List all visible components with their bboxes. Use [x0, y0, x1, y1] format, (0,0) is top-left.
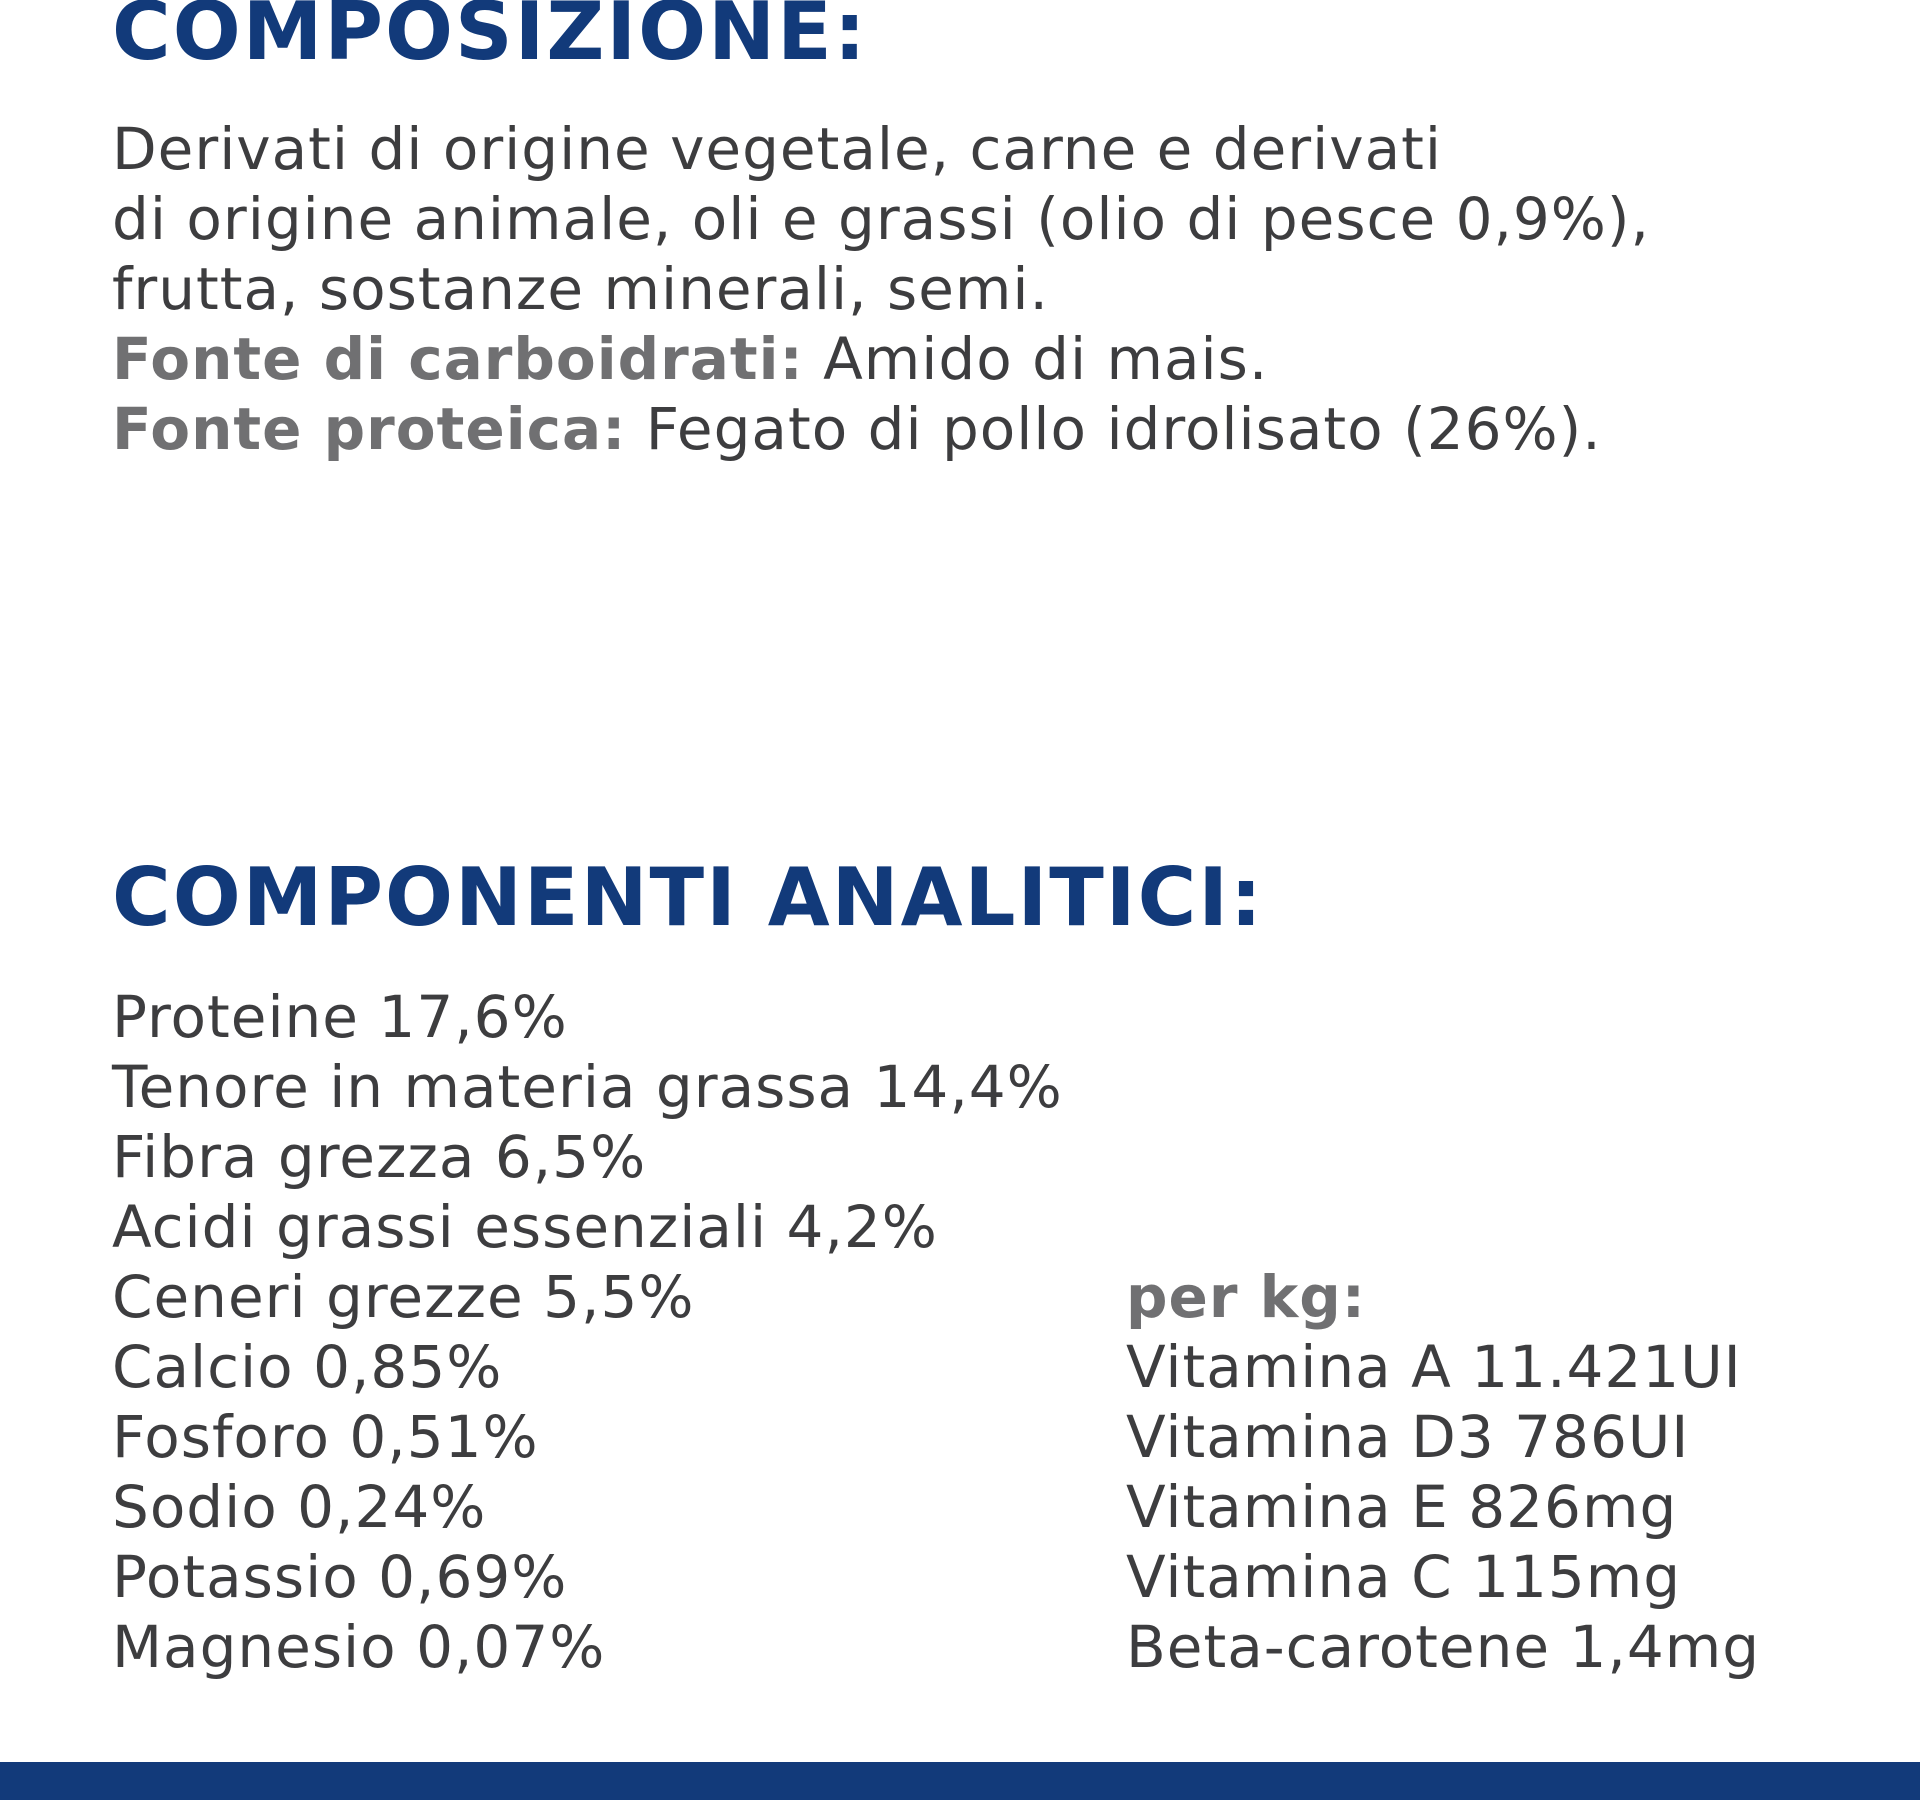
per-kg-item: Vitamina A 11.421UI — [1126, 1333, 1742, 1401]
protein-source — [112, 394, 1650, 464]
composition-line: di origine animale, oli e grassi (olio di pesce 0,9%), — [112, 185, 1650, 253]
analytical-component-item: Fosforo 0,51% — [112, 1403, 539, 1471]
per-kg-item: Beta-carotene 1,4mg — [1126, 1613, 1761, 1681]
per-kg-item: Vitamina C 115mg — [1126, 1543, 1682, 1611]
carbohydrate-source — [112, 324, 1650, 394]
analytical-component-item: Potassio 0,69% — [112, 1543, 568, 1611]
per-kg-item: Vitamina D3 786UI — [1126, 1403, 1690, 1471]
carbohydrate-source-value: Amido di mais. — [803, 325, 1269, 393]
composition-heading: COMPOSIZIONE: — [112, 0, 868, 78]
per-kg-label: per kg: — [1126, 1263, 1366, 1331]
analytical-components-list — [112, 982, 1063, 1682]
composition-line: Derivati di origine vegetale, carne e derivati — [112, 115, 1442, 183]
analytical-component-item: Calcio 0,85% — [112, 1333, 503, 1401]
analytical-component-item: Tenore in materia grassa 14,4% — [112, 1053, 1063, 1121]
analytical-component-item: Proteine 17,6% — [112, 983, 568, 1051]
analytical-component-item: Fibra grezza 6,5% — [112, 1123, 647, 1191]
protein-source-value: Fegato di pollo idrolisato (26%). — [626, 395, 1602, 463]
composition-line: frutta, sostanze minerali, semi. — [112, 255, 1049, 323]
protein-source-label: Fonte proteica: — [112, 395, 627, 463]
analytical-heading: COMPONENTI ANALITICI: — [112, 851, 1265, 944]
per-kg-item: Vitamina E 826mg — [1126, 1473, 1678, 1541]
carbohydrate-source-label: Fonte di carboidrati: — [112, 325, 804, 393]
footer-bar — [0, 1762, 1920, 1800]
per-kg-list — [1126, 1262, 1760, 1682]
composition-text — [112, 114, 1650, 464]
analytical-component-item: Acidi grassi essenziali 4,2% — [112, 1193, 938, 1261]
analytical-component-item: Magnesio 0,07% — [112, 1613, 606, 1681]
analytical-component-item: Ceneri grezze 5,5% — [112, 1263, 695, 1331]
analytical-component-item: Sodio 0,24% — [112, 1473, 487, 1541]
